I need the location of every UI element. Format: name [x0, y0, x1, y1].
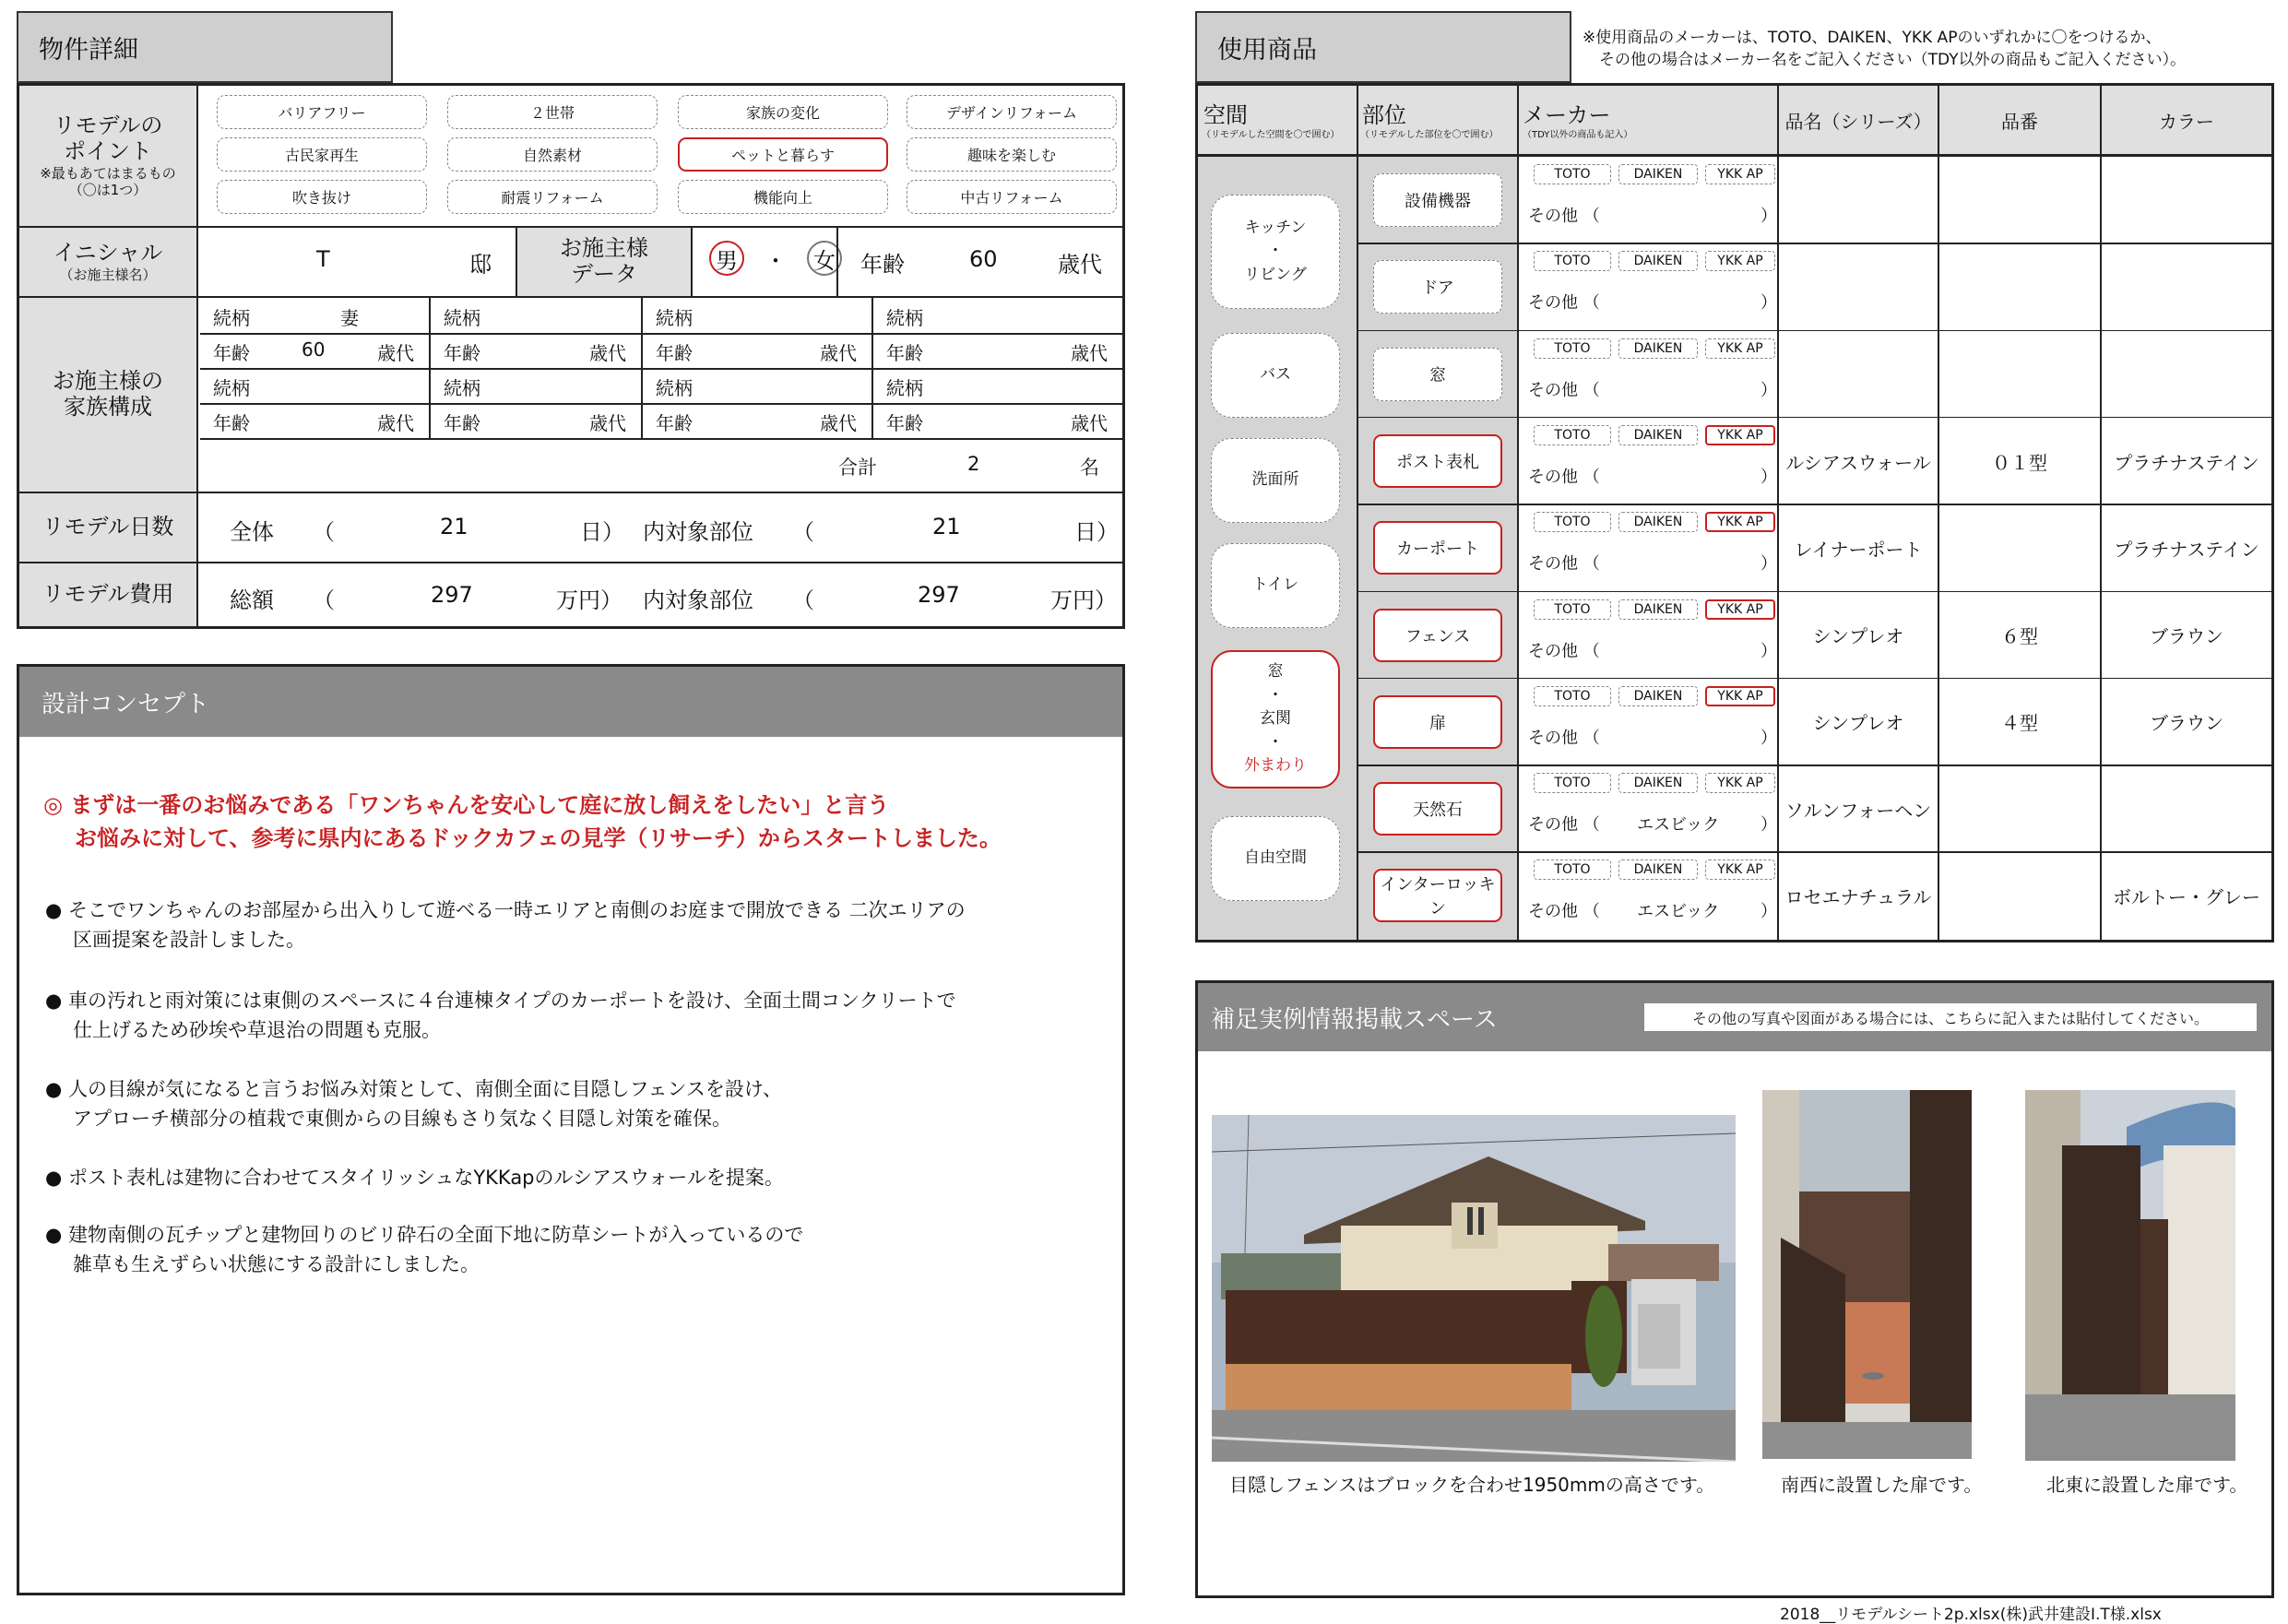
space-option[interactable] [1211, 195, 1340, 309]
col-color: カラー [2159, 110, 2214, 133]
family-age-unit: 歳代 [820, 342, 857, 364]
cost-label-text: リモデル費用 [41, 581, 174, 608]
part-option[interactable]: 天然石 [1373, 782, 1502, 836]
space-option[interactable] [1211, 816, 1340, 901]
point-option[interactable]: デザインリフォーム [907, 95, 1117, 129]
family-age-label: 年齢 [213, 342, 250, 364]
point-option[interactable]: 趣味を楽しむ [907, 137, 1117, 172]
family-age-unit: 歳代 [820, 412, 857, 434]
family-rel-label: 続柄 [213, 377, 250, 399]
space-label-line: 玄関 [1260, 709, 1291, 729]
days-all-value: 21 [440, 514, 468, 539]
total-value: 2 [967, 453, 980, 475]
property-table [17, 83, 1125, 629]
days-target-paren: （ [792, 519, 814, 545]
days-label [19, 493, 198, 562]
family-age-unit: 歳代 [589, 342, 626, 364]
product-number [1939, 157, 2100, 243]
product-name: シンプレオ [1812, 712, 1904, 735]
product-number [1939, 243, 2100, 330]
maker-other-label: その他 （ [1528, 902, 1600, 922]
part-option[interactable]: 扉 [1373, 695, 1502, 749]
photo-caption-1: 目隠しフェンスはブロックを合わせ1950mmの高さです。 [1229, 1474, 1715, 1496]
product-name: シンプレオ [1812, 625, 1904, 648]
gender-select[interactable] [709, 241, 842, 276]
product-number: ４型 [2001, 712, 2038, 735]
maker-other-close: ） [1760, 815, 1777, 836]
space-label-line: 洗面所 [1251, 470, 1299, 490]
products-note-1: ※使用商品のメーカーは、TOTO、DAIKEN、YKK APのいずれかに〇をつけるか、 [1583, 29, 2162, 47]
maker-daiken[interactable]: DAIKEN [1618, 164, 1698, 184]
maker-other-close: ） [1760, 207, 1777, 226]
product-number [1939, 504, 2100, 591]
concept-item-line1: ● ポスト表札は建物に合わせてスタイリッシュなYKKapのルシアスウォールを提案。 [45, 1167, 784, 1189]
part-option[interactable]: ドア [1373, 260, 1502, 314]
family-age-label: 年齢 [886, 412, 923, 434]
days-all-label: 全体 [230, 519, 274, 545]
family-age-unit: 歳代 [1071, 412, 1108, 434]
product-color: ボルトー・グレー [2113, 886, 2260, 909]
part-option[interactable]: 窓 [1373, 348, 1502, 401]
gender-dot: ・ [765, 247, 787, 274]
maker-ykk[interactable]: YKK AP [1705, 773, 1775, 793]
concept-item-line2: アプローチ横部分の植栽で東側からの目線もさり気なく目隠し対策を確保。 [73, 1108, 731, 1130]
supplement-section [1195, 980, 2274, 1598]
maker-ykk[interactable]: YKK AP [1705, 686, 1775, 706]
family-age-label: 年齢 [444, 342, 480, 364]
col-num: 品番 [2001, 110, 2038, 133]
maker-daiken[interactable]: DAIKEN [1618, 686, 1698, 706]
family-age-label: 年齢 [213, 412, 250, 434]
cost-target-label: 内対象部位 [643, 587, 753, 613]
maker-other-close: ） [1760, 293, 1777, 314]
maker-ykk[interactable]: YKK AP [1705, 338, 1775, 359]
space-option[interactable] [1211, 438, 1340, 523]
space-label-line: バス [1260, 365, 1291, 385]
maker-other-label: その他 （ [1528, 815, 1600, 836]
maker-ykk[interactable]: YKK AP [1705, 512, 1775, 532]
family-age-label: 年齢 [656, 342, 693, 364]
age-unit: 歳代 [1058, 252, 1102, 278]
space-label-line: ・ [1267, 685, 1284, 705]
photo-house-fence [1212, 1115, 1736, 1462]
days-target-label: 内対象部位 [643, 519, 753, 545]
maker-toto[interactable]: TOTO [1534, 599, 1611, 620]
points-note: ※最もあてはまるもの （〇は1つ） [40, 164, 176, 198]
part-option[interactable]: 設備機器 [1373, 173, 1502, 227]
product-color: ブラウン [2150, 712, 2223, 735]
cost-target-unit: 万円） [1050, 587, 1117, 613]
point-option[interactable]: ペットと暮らす [678, 137, 888, 172]
maker-ykk[interactable]: YKK AP [1705, 251, 1775, 271]
maker-daiken[interactable]: DAIKEN [1618, 599, 1698, 620]
family-age-unit: 歳代 [377, 412, 414, 434]
owner-data-text: お施主様 データ [560, 235, 648, 287]
product-color: プラチナステイン [2114, 451, 2259, 474]
photo-gate-southwest [1762, 1090, 1972, 1459]
family-age-label: 年齢 [444, 412, 480, 434]
concept-section [17, 664, 1125, 1595]
product-name: ルシアスウォール [1785, 451, 1931, 474]
col-space: 空間 [1203, 102, 1248, 128]
point-option[interactable]: 機能向上 [678, 180, 888, 214]
maker-other-close: ） [1760, 902, 1777, 922]
part-option[interactable]: インターロッキン [1373, 869, 1502, 922]
supplement-title: 補足実例情報掲載スペース [1211, 1005, 1498, 1034]
concept-item-line1: ● 車の汚れと雨対策には東側のスペースに４台連棟タイプのカーポートを設け、全面土間コンクリートで [45, 990, 956, 1012]
space-label-line: トイレ [1251, 575, 1299, 595]
initial-value: T [316, 246, 330, 272]
days-open-paren: （ [313, 519, 335, 545]
owner-data-label [517, 228, 693, 296]
product-name [1779, 331, 1938, 418]
maker-daiken[interactable]: DAIKEN [1618, 425, 1698, 445]
maker-ykk[interactable]: YKK AP [1705, 599, 1775, 620]
concept-item-line2: 区画提案を設計しました。 [73, 929, 305, 951]
family-age-label: 年齢 [656, 412, 693, 434]
initial-sub: （お施主様名） [59, 266, 157, 283]
family-age-unit: 歳代 [377, 342, 414, 364]
cost-all-value: 297 [431, 582, 473, 608]
maker-daiken[interactable]: DAIKEN [1618, 773, 1698, 793]
product-color: ブラウン [2150, 625, 2223, 648]
space-label-line: リビング [1244, 265, 1307, 284]
maker-toto[interactable]: TOTO [1534, 512, 1611, 532]
photo-caption-3: 北東に設置した扉です。 [2046, 1474, 2248, 1496]
point-option[interactable]: ２世帯 [447, 95, 658, 129]
space-option[interactable] [1211, 650, 1340, 788]
maker-toto[interactable]: TOTO [1534, 251, 1611, 271]
initial-label [19, 228, 198, 296]
product-color [2102, 157, 2271, 243]
family-age-unit: 歳代 [1071, 342, 1108, 364]
maker-ykk[interactable]: YKK AP [1705, 425, 1775, 445]
product-color: プラチナステイン [2114, 538, 2259, 561]
maker-toto[interactable]: TOTO [1534, 859, 1611, 880]
point-option[interactable]: バリアフリー [217, 95, 427, 129]
points-label-text: リモデルの ポイント [53, 113, 163, 164]
footer-filename: 2018__リモデルシート2p.xlsx(株)武井建設I.T様.xlsx [1780, 1606, 2162, 1624]
family-rel-label: 続柄 [656, 307, 693, 329]
initial-suffix: 邸 [469, 252, 492, 278]
maker-toto[interactable]: TOTO [1534, 164, 1611, 184]
total-label: 合計 [838, 456, 877, 479]
family-rel-label: 続柄 [886, 377, 923, 399]
concept-item-line1: ● 建物南側の瓦チップと建物回りのビリ砕石の全面下地に防草シートが入っているので [45, 1224, 804, 1246]
property-section-title: 物件詳細 [17, 11, 393, 83]
col-name: 品名（シリーズ） [1784, 110, 1932, 133]
concept-item-line1: ● 人の目線が気になると言うお悩み対策として、南側全面に目隠しフェンスを設け、 [45, 1078, 783, 1100]
gender-male[interactable]: 男 [709, 241, 744, 276]
gender-female[interactable]: 女 [807, 241, 842, 276]
maker-daiken[interactable]: DAIKEN [1618, 338, 1698, 359]
family-rel-label: 続柄 [213, 307, 250, 329]
points-label [19, 86, 198, 226]
product-number: ６型 [2001, 625, 2038, 648]
maker-other-value: エスビック [1637, 902, 1720, 922]
product-color [2102, 331, 2271, 418]
concept-item-line2: 仕上げるため砂埃や草退治の問題も克服。 [73, 1019, 441, 1041]
photo-caption-2: 南西に設置した扉です。 [1781, 1474, 1983, 1496]
maker-other-close: ） [1760, 554, 1777, 575]
age-value: 60 [969, 246, 998, 272]
product-name [1779, 157, 1938, 243]
part-option[interactable]: フェンス [1373, 609, 1502, 662]
maker-daiken[interactable]: DAIKEN [1618, 251, 1698, 271]
concept-title-bar [19, 667, 1122, 737]
supplement-note: その他の写真や図面がある場合には、こちらに記入または貼付してください。 [1644, 1003, 2257, 1031]
part-option[interactable]: カーポート [1373, 521, 1502, 575]
maker-other-label: その他 （ [1528, 293, 1600, 314]
cost-target-value: 297 [918, 582, 960, 608]
point-option[interactable]: 中古リフォーム [907, 180, 1117, 214]
product-color [2102, 243, 2271, 330]
product-number [1939, 765, 2100, 852]
days-label-text: リモデル日数 [41, 514, 174, 540]
maker-other-label: その他 （ [1528, 380, 1600, 400]
maker-toto[interactable]: TOTO [1534, 773, 1611, 793]
family-age-value: 60 [302, 338, 326, 361]
product-name: ソルンフォーヘン [1784, 799, 1932, 822]
days-target-value: 21 [932, 514, 961, 539]
family-rel-label: 続柄 [656, 377, 693, 399]
product-color [2102, 765, 2271, 852]
product-name [1779, 243, 1938, 330]
days-target-unit: 日） [1074, 519, 1119, 545]
concept-lead-1: ◎ まずは一番のお悩みである「ワンちゃんを安心して庭に放し飼えをしたい」と言う [43, 792, 890, 818]
col-maker-sub: （TDY以外の商品も記入） [1523, 130, 1633, 140]
days-all-unit: 日） [580, 519, 624, 545]
family-label-text: お施主様の 家族構成 [53, 368, 163, 420]
maker-toto[interactable]: TOTO [1534, 425, 1611, 445]
cost-label [19, 563, 198, 626]
concept-item-line2: 雑草も生えずらい状態にする設計にしました。 [73, 1253, 480, 1275]
product-name: レイナーポート [1794, 538, 1923, 561]
products-section-title: 使用商品 [1195, 11, 1571, 83]
col-maker: メーカー [1523, 102, 1611, 128]
products-note-2: その他の場合はメーカー名をご記入ください（TDY以外の商品もご記入ください）。 [1599, 51, 2187, 69]
product-name: ロセエナチュラル [1784, 886, 1932, 909]
maker-ykk[interactable]: YKK AP [1705, 859, 1775, 880]
point-option[interactable]: 耐震リフォーム [447, 180, 658, 214]
maker-other-close: ） [1760, 467, 1777, 487]
cost-open-paren: （ [313, 587, 335, 613]
maker-other-label: その他 （ [1528, 554, 1600, 575]
maker-ykk[interactable]: YKK AP [1705, 164, 1775, 184]
family-rel-label: 続柄 [886, 307, 923, 329]
cost-all-unit: 万円） [556, 587, 622, 613]
space-label-line: 自由空間 [1244, 848, 1307, 868]
product-number [1939, 331, 2100, 418]
space-label-line: ・ [1267, 242, 1284, 261]
maker-other-close: ） [1760, 641, 1777, 661]
concept-lead-2: お悩みに対して、参考に県内にあるドックカフェの見学（リサーチ）からスタートしました。 [75, 825, 1002, 851]
space-label-line: ・ [1267, 732, 1284, 752]
concept-item-line1: ● そこでワンちゃんのお部屋から出入りして遊べる一時エリアと南側のお庭まで開放できる 二次エリアの [45, 899, 966, 921]
point-option[interactable]: 古民家再生 [217, 137, 427, 172]
maker-other-label: その他 （ [1528, 728, 1600, 748]
family-rel-label: 続柄 [444, 307, 480, 329]
space-option[interactable] [1211, 543, 1340, 628]
maker-other-value: エスビック [1637, 815, 1720, 836]
part-option[interactable]: ポスト表札 [1373, 434, 1502, 488]
family-age-unit: 歳代 [589, 412, 626, 434]
maker-other-close: ） [1760, 380, 1777, 400]
family-rel-label: 続柄 [444, 377, 480, 399]
cost-all-label: 総額 [230, 587, 274, 613]
space-label-line: 窓 [1267, 662, 1284, 682]
family-age-label: 年齢 [886, 342, 923, 364]
product-number [1939, 852, 2100, 939]
maker-other-label: その他 （ [1528, 207, 1600, 226]
maker-toto[interactable]: TOTO [1534, 686, 1611, 706]
concept-title: 設計コンセプト [41, 690, 210, 718]
space-option[interactable] [1211, 333, 1340, 418]
point-option[interactable]: 吹き抜け [217, 180, 427, 214]
total-unit: 名 [1080, 456, 1099, 479]
initial-label-text: イニシャル [53, 240, 163, 267]
maker-toto[interactable]: TOTO [1534, 338, 1611, 359]
space-label-line: 外まわり [1244, 756, 1307, 776]
maker-daiken[interactable]: DAIKEN [1618, 859, 1698, 880]
maker-other-label: その他 （ [1528, 467, 1600, 487]
space-label-line: キッチン [1244, 218, 1307, 237]
family-rel-value: 妻 [340, 307, 359, 329]
col-part: 部位 [1362, 102, 1406, 128]
products-table [1195, 83, 2274, 942]
point-option[interactable]: 自然素材 [447, 137, 658, 172]
family-label [19, 298, 198, 492]
product-number: ０１型 [1992, 451, 2047, 474]
age-label: 年齢 [860, 252, 905, 278]
col-part-sub: （リモデルした部位を〇で囲む） [1360, 130, 1499, 140]
cost-target-paren: （ [792, 587, 814, 613]
maker-daiken[interactable]: DAIKEN [1618, 512, 1698, 532]
maker-other-label: その他 （ [1528, 641, 1600, 661]
maker-other-close: ） [1760, 728, 1777, 748]
col-space-sub: （リモデルした空間を〇で囲む） [1202, 130, 1340, 140]
photo-gate-northeast [2025, 1090, 2235, 1461]
point-option[interactable]: 家族の変化 [678, 95, 888, 129]
